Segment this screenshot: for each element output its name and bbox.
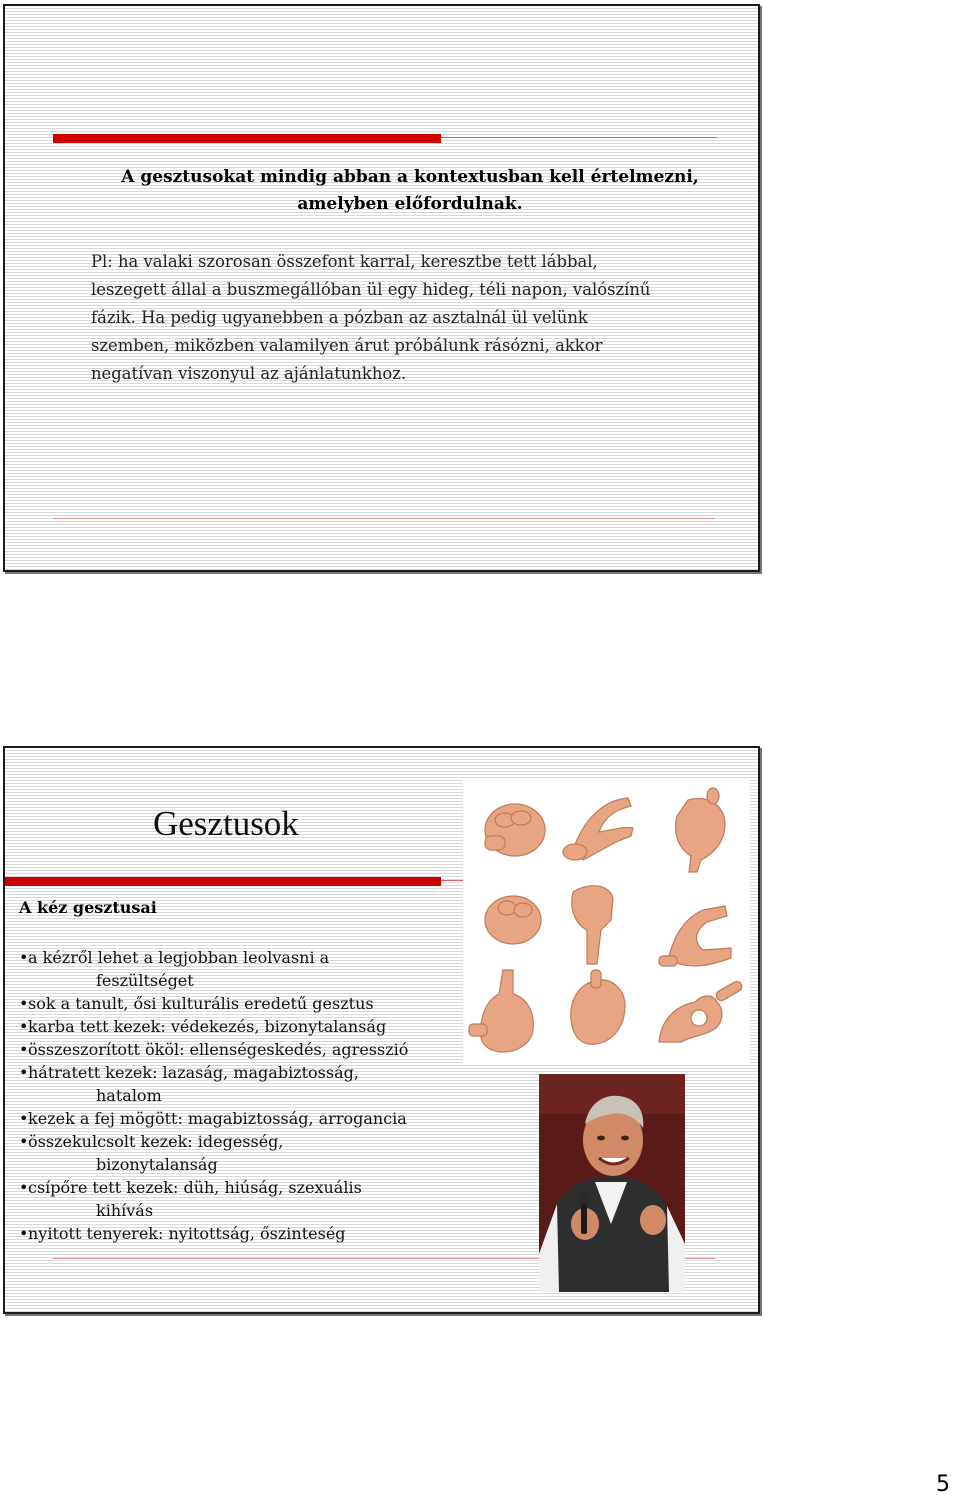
list-item: • kezek a fej mögött: magabiztosság, arrogancia: [19, 1109, 407, 1128]
slide-1-heading: [65, 164, 755, 218]
slide-1: [3, 4, 760, 572]
speaker-illustration: [539, 1074, 685, 1292]
gesture-bullet-list: [19, 946, 479, 1245]
slide-2: [3, 746, 760, 1314]
hand-fist-icon: [485, 804, 545, 856]
list-item: • sok a tanult, ősi kulturális eredetű gesztus: [19, 994, 374, 1013]
list-item: • összeszorított ököl: ellenségeskedés, agresszió: [19, 1040, 409, 1059]
list-item: • karba tett kezek: védekezés, bizonytalanság: [19, 1017, 387, 1036]
heading-line-1: A gesztusokat mindig abban a kontextusban kell értelmezni,: [121, 167, 699, 187]
title-accent-bar: [53, 134, 441, 143]
list-item: • nyitott tenyerek: nyitottság, őszinteség: [19, 1224, 346, 1243]
speaker-photo: [539, 1074, 685, 1292]
paragraph-line: fázik. Ha pedig ugyanebben a pózban az asztalnál ül velünk: [91, 308, 588, 327]
title-accent-line: [441, 137, 717, 138]
hand-ok-icon: [659, 980, 744, 1042]
list-item: • csípőre tett kezek: düh, hiúság, szexuális kihívás: [19, 1178, 362, 1220]
heading-line-2: amelyben előfordulnak.: [297, 194, 523, 214]
hand-thumbs-icon: [469, 970, 533, 1052]
hand-point-down-icon: [676, 788, 725, 872]
paragraph-line: negatívan viszonyul az ajánlatunkhoz.: [91, 364, 407, 383]
hand-claw-icon: [659, 906, 731, 966]
paragraph-line: leszegett állal a buszmegállóban ül egy hideg, téli napon, valószínű: [91, 280, 651, 299]
hand-gestures-illustration: [463, 780, 750, 1065]
hand-point-down-icon: [572, 886, 613, 964]
slide-1-paragraph: [91, 248, 751, 388]
paragraph-line: szemben, miközben valamilyen árut próbálunk rásózni, akkor: [91, 336, 603, 355]
list-item: • a kézről lehet a legjobban leolvasni a feszültséget: [19, 948, 330, 990]
slide-2-subheading: A kéz gesztusai: [19, 898, 157, 917]
hand-gestures-image: [463, 780, 750, 1065]
list-item: • összekulcsolt kezek: idegesség, bizonytalanság: [19, 1132, 284, 1174]
paragraph-line: Pl: ha valaki szorosan összefont karral, keresztbe tett lábbal,: [91, 252, 598, 271]
hand-cupped-icon: [571, 970, 625, 1044]
microphone-icon: [581, 1200, 587, 1234]
title-accent-bar: [5, 877, 441, 886]
hand-fist-icon: [485, 896, 541, 944]
title-accent-line: [441, 880, 465, 881]
footer-divider: [53, 518, 715, 519]
list-item: • hátratett kezek: lazaság, magabiztosság, hatalom: [19, 1063, 359, 1105]
slide-2-title: Gesztusok: [153, 804, 299, 843]
page-number: 5: [936, 1472, 950, 1497]
hand-pinch-icon: [563, 798, 633, 860]
